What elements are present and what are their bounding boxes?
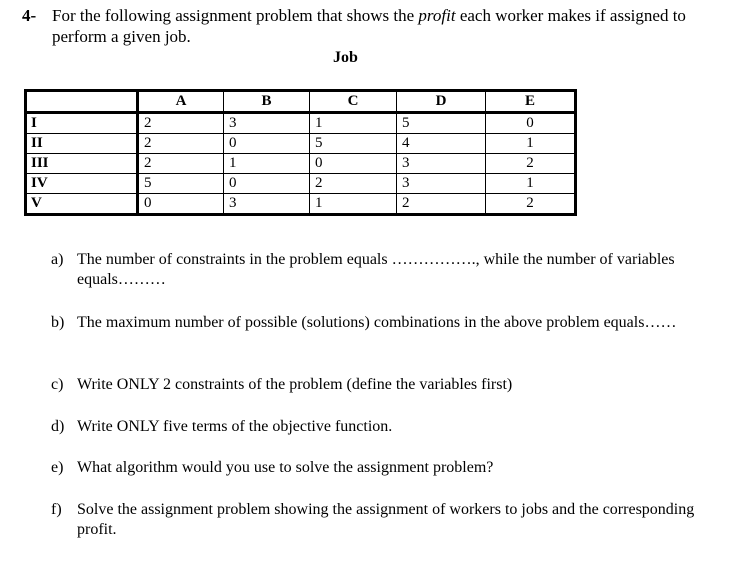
- column-header: D: [397, 91, 486, 113]
- table-cell: 0: [224, 174, 310, 194]
- table-cell: 2: [138, 113, 224, 134]
- table-cell: 0: [310, 154, 397, 174]
- part-text: What algorithm would you use to solve the assignment problem?: [77, 459, 494, 476]
- table-cell: 2: [138, 154, 224, 174]
- table-cell: 1: [310, 113, 397, 134]
- job-group-label: Job: [333, 49, 358, 66]
- table-row: [26, 134, 576, 154]
- part-label: e): [51, 459, 64, 476]
- table-corner-cell: [26, 91, 138, 113]
- part-label: a): [51, 251, 64, 268]
- table-cell: 4: [397, 134, 486, 154]
- table-cell: 0: [138, 194, 224, 215]
- table-cell: 2: [310, 174, 397, 194]
- table-cell: 1: [224, 154, 310, 174]
- question-text-italic: profit: [418, 6, 456, 25]
- question-text-after: each worker makes if assigned to perform a given job.: [52, 6, 686, 46]
- table-cell: 5: [138, 174, 224, 194]
- table-cell: 0: [486, 113, 576, 134]
- column-header: E: [486, 91, 576, 113]
- question-number: 4-: [22, 6, 37, 25]
- row-label: V: [26, 194, 138, 215]
- table-cell: 3: [397, 154, 486, 174]
- part-text: Write ONLY 2 constraints of the problem (define the variables first): [77, 376, 513, 393]
- part-text: The maximum number of possible (solutions) combinations in the above problem equals……: [77, 314, 677, 331]
- table-cell: 3: [397, 174, 486, 194]
- table-cell: 3: [224, 113, 310, 134]
- table-cell: 2: [138, 134, 224, 154]
- table-row: [26, 154, 576, 174]
- table-cell: 5: [310, 134, 397, 154]
- table-header-row: [26, 91, 576, 113]
- table-cell: 3: [224, 194, 310, 215]
- row-label: II: [26, 134, 138, 154]
- part-text: Solve the assignment problem showing the assignment of workers to jobs and the corresponding profit.: [77, 501, 695, 538]
- table-cell: 5: [397, 113, 486, 134]
- table-cell: 2: [397, 194, 486, 215]
- part-text: Write ONLY five terms of the objective function.: [77, 418, 393, 435]
- question-text: [52, 5, 732, 47]
- table-cell: 2: [486, 154, 576, 174]
- row-label: I: [26, 113, 138, 134]
- table-row: [26, 194, 576, 215]
- part-label: f): [51, 501, 62, 518]
- table-row: [26, 113, 576, 134]
- part-label: d): [51, 418, 65, 435]
- column-header: A: [138, 91, 224, 113]
- part-label: c): [51, 376, 64, 393]
- part-label: b): [51, 314, 65, 331]
- table-row: [26, 174, 576, 194]
- profit-table: [24, 89, 577, 216]
- column-header: C: [310, 91, 397, 113]
- table-cell: 1: [486, 134, 576, 154]
- question-text-before: For the following assignment problem that shows the: [52, 6, 419, 25]
- table-cell: 1: [486, 174, 576, 194]
- row-label: IV: [26, 174, 138, 194]
- row-label: III: [26, 154, 138, 174]
- part-text: The number of constraints in the problem equals ……………., while the number of variables equals………: [77, 251, 675, 288]
- table-cell: 2: [486, 194, 576, 215]
- column-header: B: [224, 91, 310, 113]
- table-cell: 1: [310, 194, 397, 215]
- table-cell: 0: [224, 134, 310, 154]
